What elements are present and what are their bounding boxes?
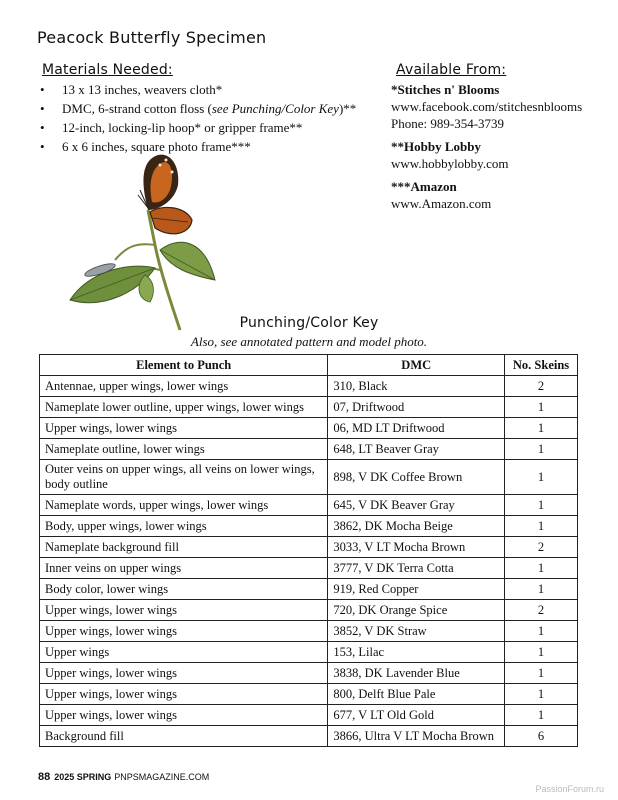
vendor-url[interactable]: www.hobbylobby.com [391, 156, 509, 171]
cell-skeins: 1 [505, 558, 578, 579]
available-heading: Available From: [396, 62, 507, 78]
table-row [40, 537, 578, 558]
vendor-name: ***Amazon [391, 179, 457, 194]
cell-dmc: 898, V DK Coffee Brown [328, 460, 505, 495]
cell-element: Background fill [40, 726, 328, 747]
page-number: 88 [38, 771, 51, 783]
butterfly-on-branch-illustration [60, 150, 230, 335]
cell-dmc: 3862, DK Mocha Beige [328, 516, 505, 537]
cell-dmc: 677, V LT Old Gold [328, 705, 505, 726]
table-row [40, 663, 578, 684]
table-row [40, 600, 578, 621]
vendor-url[interactable]: www.facebook.com/stitchesnblooms [391, 99, 583, 114]
vendor-url[interactable]: www.Amazon.com [391, 196, 492, 211]
color-key-rows [40, 376, 578, 747]
cell-skeins: 2 [505, 537, 578, 558]
materials-heading: Materials Needed: [42, 62, 173, 78]
cell-dmc: 720, DK Orange Spice [328, 600, 505, 621]
cell-element: Upper wings [40, 642, 328, 663]
material-item: • 12-inch, locking-lip hoop* or gripper frame** [40, 118, 356, 137]
cell-dmc: 648, LT Beaver Gray [328, 439, 505, 460]
material-item: • 6 x 6 inches, square photo frame*** [40, 137, 356, 156]
vendor-name: **Hobby Lobby [391, 139, 481, 154]
cell-skeins: 2 [505, 376, 578, 397]
vendor-hobby-lobby [391, 138, 606, 172]
color-key-subheading: Also, see annotated pattern and model photo. [190, 334, 428, 349]
cell-skeins: 1 [505, 439, 578, 460]
color-key-heading: Punching/Color Key [239, 315, 379, 331]
cell-skeins: 1 [505, 418, 578, 439]
cell-element: Body, upper wings, lower wings [40, 516, 328, 537]
column-header-element: Element to Punch [40, 355, 328, 376]
table-row [40, 579, 578, 600]
cell-dmc: 3777, V DK Terra Cotta [328, 558, 505, 579]
material-item: • DMC, 6-strand cotton floss (see Punching/Color Key)** [40, 99, 356, 118]
table-row [40, 705, 578, 726]
vendor-amazon [391, 178, 606, 212]
cell-dmc: 800, Delft Blue Pale [328, 684, 505, 705]
cell-dmc: 3866, Ultra V LT Mocha Brown [328, 726, 505, 747]
cell-skeins: 1 [505, 460, 578, 495]
cell-skeins: 6 [505, 726, 578, 747]
cell-skeins: 1 [505, 579, 578, 600]
vendor-name: *Stitches n' Blooms [391, 82, 500, 97]
table-row [40, 397, 578, 418]
cell-dmc: 3838, DK Lavender Blue [328, 663, 505, 684]
cell-skeins: 1 [505, 516, 578, 537]
cell-element: Upper wings, lower wings [40, 684, 328, 705]
cell-skeins: 1 [505, 621, 578, 642]
table-row [40, 439, 578, 460]
table-row [40, 726, 578, 747]
cell-skeins: 2 [505, 600, 578, 621]
table-row [40, 418, 578, 439]
table-row [40, 460, 578, 495]
cell-dmc: 3852, V DK Straw [328, 621, 505, 642]
cell-element: Antennae, upper wings, lower wings [40, 376, 328, 397]
cell-element: Inner veins on upper wings [40, 558, 328, 579]
cell-element: Outer veins on upper wings, all veins on lower wings, body outline [40, 460, 328, 495]
cell-element: Upper wings, lower wings [40, 705, 328, 726]
cell-element: Upper wings, lower wings [40, 418, 328, 439]
cell-skeins: 1 [505, 663, 578, 684]
cell-dmc: 07, Driftwood [328, 397, 505, 418]
color-key-table [39, 354, 578, 747]
watermark: PassionForum.ru [535, 784, 604, 794]
table-row [40, 495, 578, 516]
cell-skeins: 1 [505, 495, 578, 516]
table-row [40, 621, 578, 642]
table-row [40, 684, 578, 705]
table-row [40, 516, 578, 537]
cell-element: Body color, lower wings [40, 579, 328, 600]
cell-element: Nameplate background fill [40, 537, 328, 558]
cell-element: Nameplate lower outline, upper wings, lower wings [40, 397, 328, 418]
cell-dmc: 06, MD LT Driftwood [328, 418, 505, 439]
cell-dmc: 153, Lilac [328, 642, 505, 663]
cell-dmc: 919, Red Copper [328, 579, 505, 600]
cell-dmc: 310, Black [328, 376, 505, 397]
cell-skeins: 1 [505, 397, 578, 418]
cell-skeins: 1 [505, 684, 578, 705]
cell-element: Nameplate outline, lower wings [40, 439, 328, 460]
cell-element: Upper wings, lower wings [40, 621, 328, 642]
available-from [391, 62, 606, 218]
issue-season: 2025 SPRING [54, 772, 112, 782]
vendor-stitches-n-blooms [391, 81, 606, 132]
cell-element: Upper wings, lower wings [40, 600, 328, 621]
cell-dmc: 645, V DK Beaver Gray [328, 495, 505, 516]
column-header-dmc: DMC [328, 355, 505, 376]
table-row [40, 558, 578, 579]
cell-skeins: 1 [505, 705, 578, 726]
cell-element: Nameplate words, upper wings, lower wings [40, 495, 328, 516]
cell-dmc: 3033, V LT Mocha Brown [328, 537, 505, 558]
materials-list [40, 80, 356, 156]
table-header-row [40, 355, 578, 376]
magazine-site: PNPSMAGAZINE.COM [114, 772, 210, 782]
table-row [40, 642, 578, 663]
page-footer [38, 771, 209, 783]
column-header-skeins: No. Skeins [505, 355, 578, 376]
page-title: Peacock Butterfly Specimen [37, 28, 267, 47]
table-row [40, 376, 578, 397]
cell-skeins: 1 [505, 642, 578, 663]
cell-element: Upper wings, lower wings [40, 663, 328, 684]
vendor-phone: Phone: 989-354-3739 [391, 116, 505, 131]
material-item: • 13 x 13 inches, weavers cloth* [40, 80, 356, 99]
